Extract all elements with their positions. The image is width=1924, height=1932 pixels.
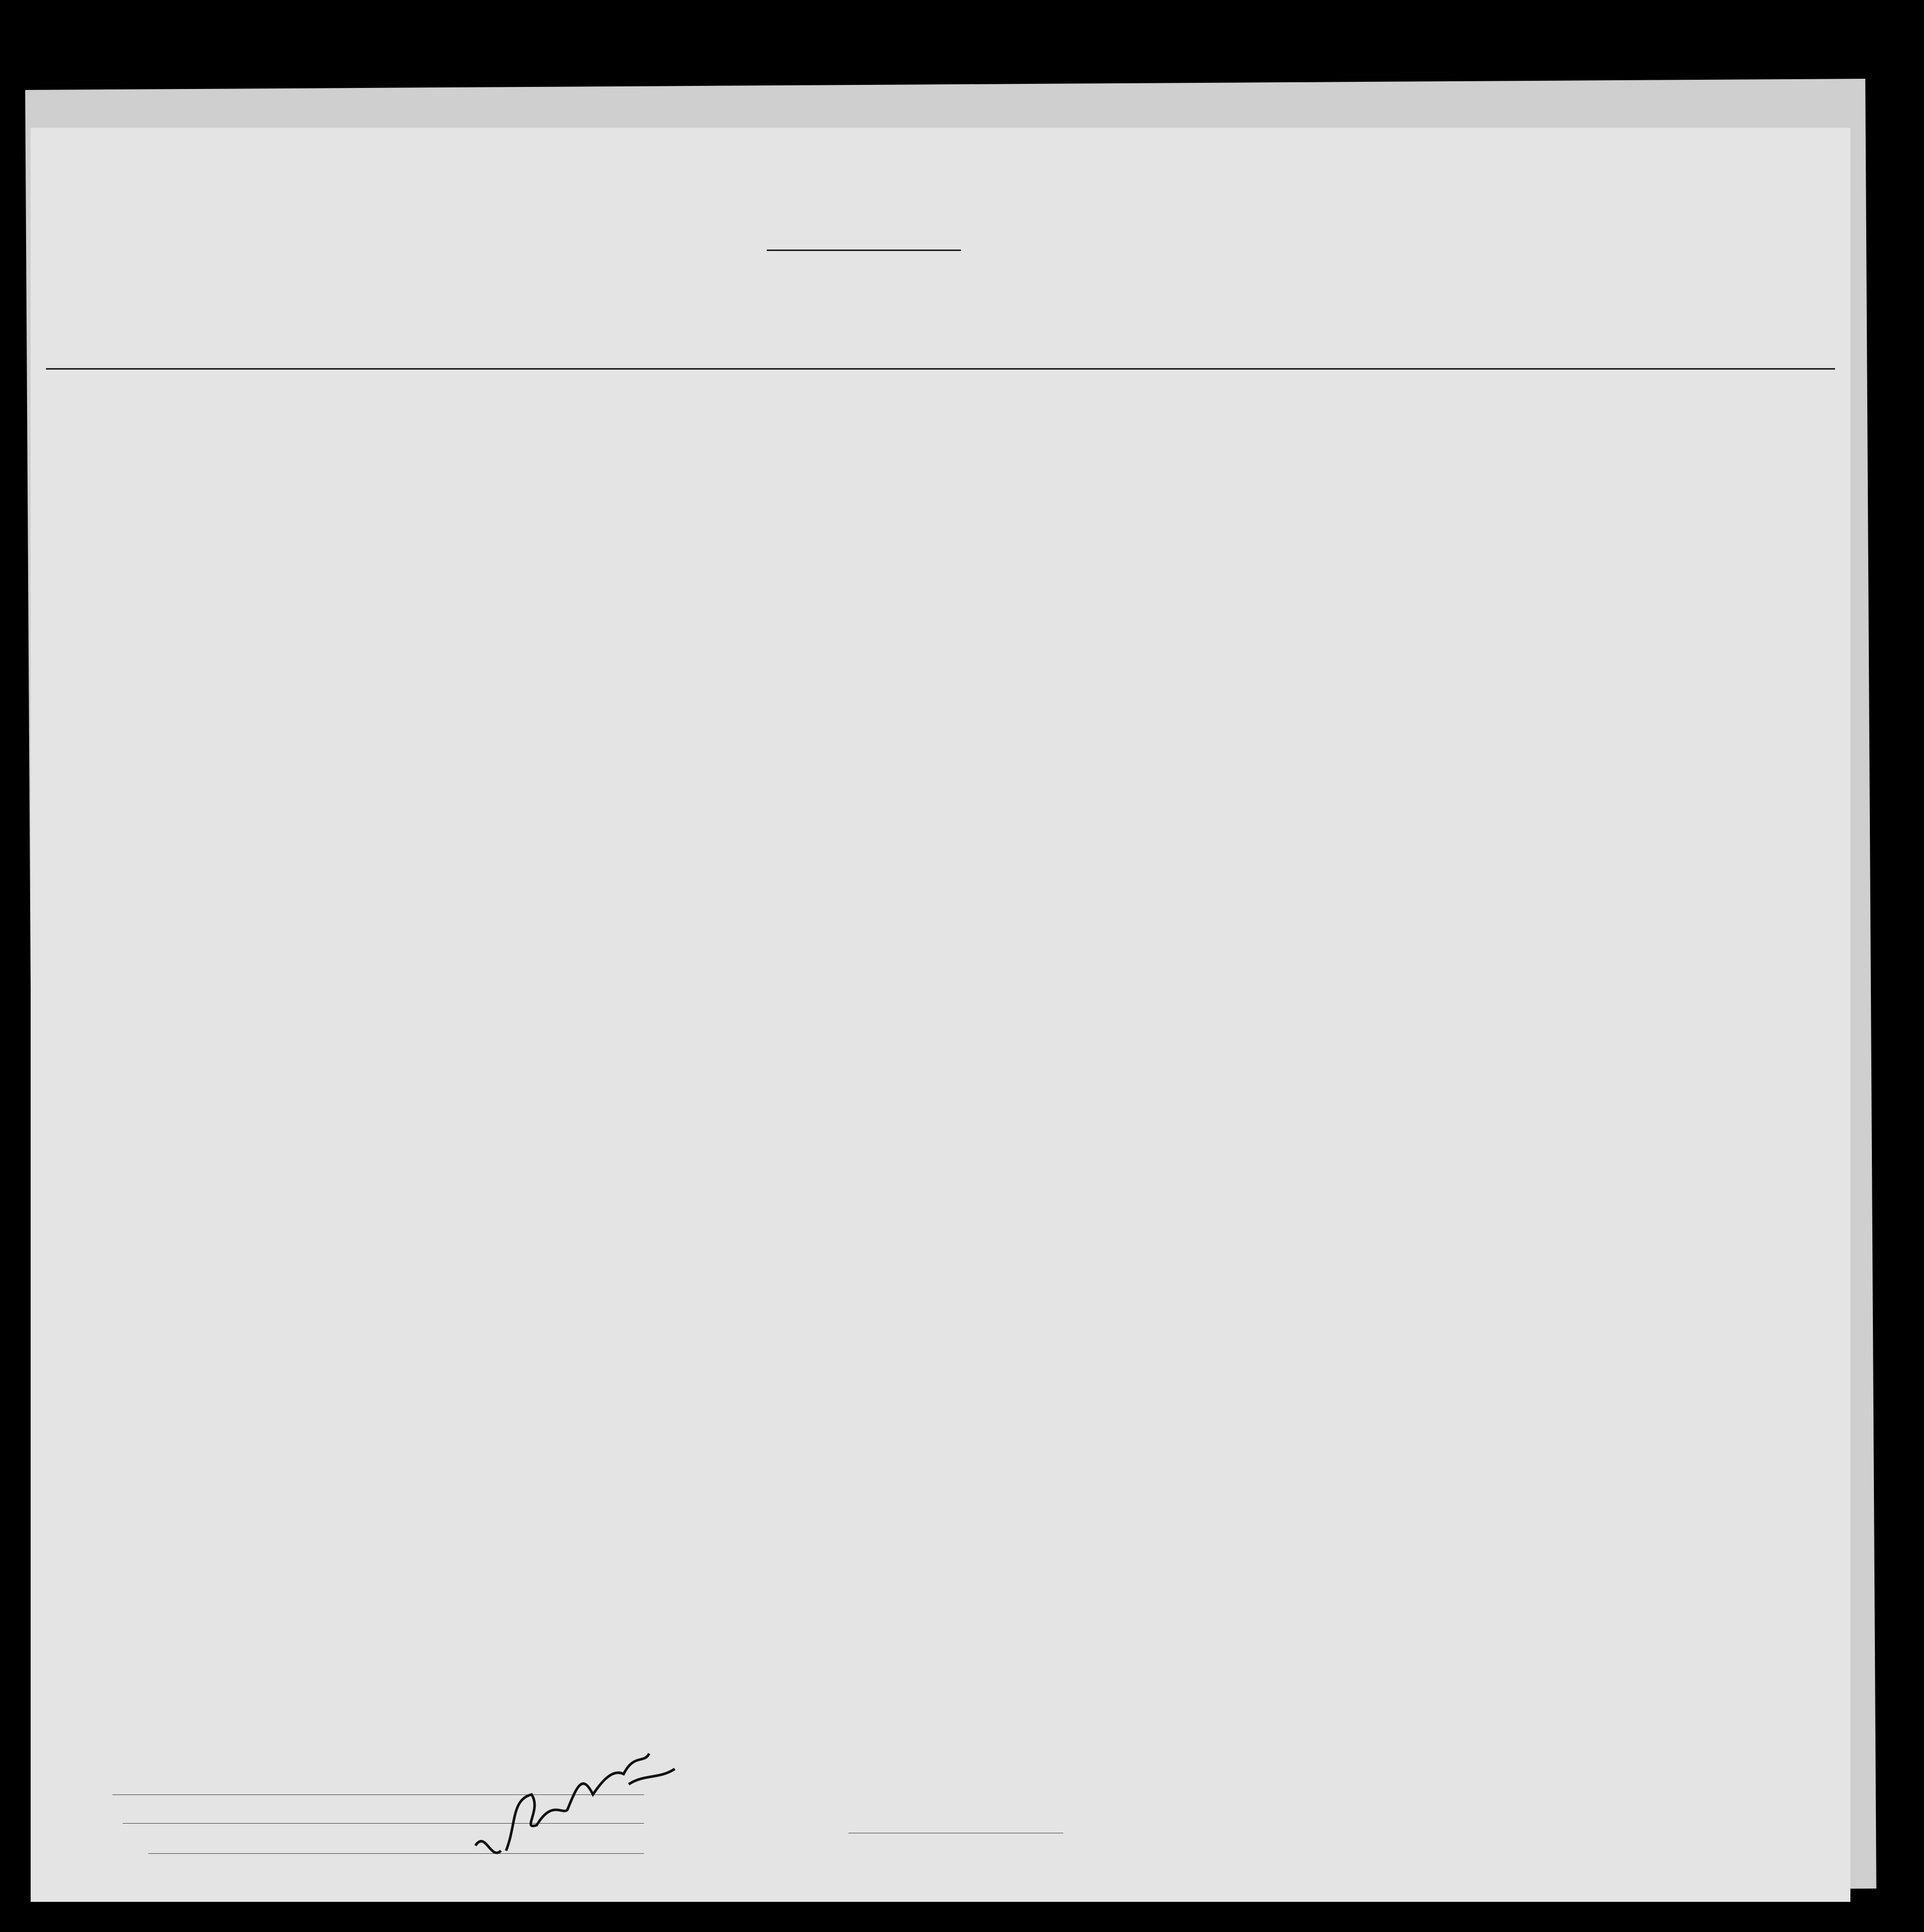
manifest-table xyxy=(102,368,1774,1759)
inspector-signature xyxy=(460,1723,695,1876)
vessel-line xyxy=(225,332,1605,354)
title-underline xyxy=(767,249,961,251)
manifest-sheet xyxy=(31,128,1850,1902)
